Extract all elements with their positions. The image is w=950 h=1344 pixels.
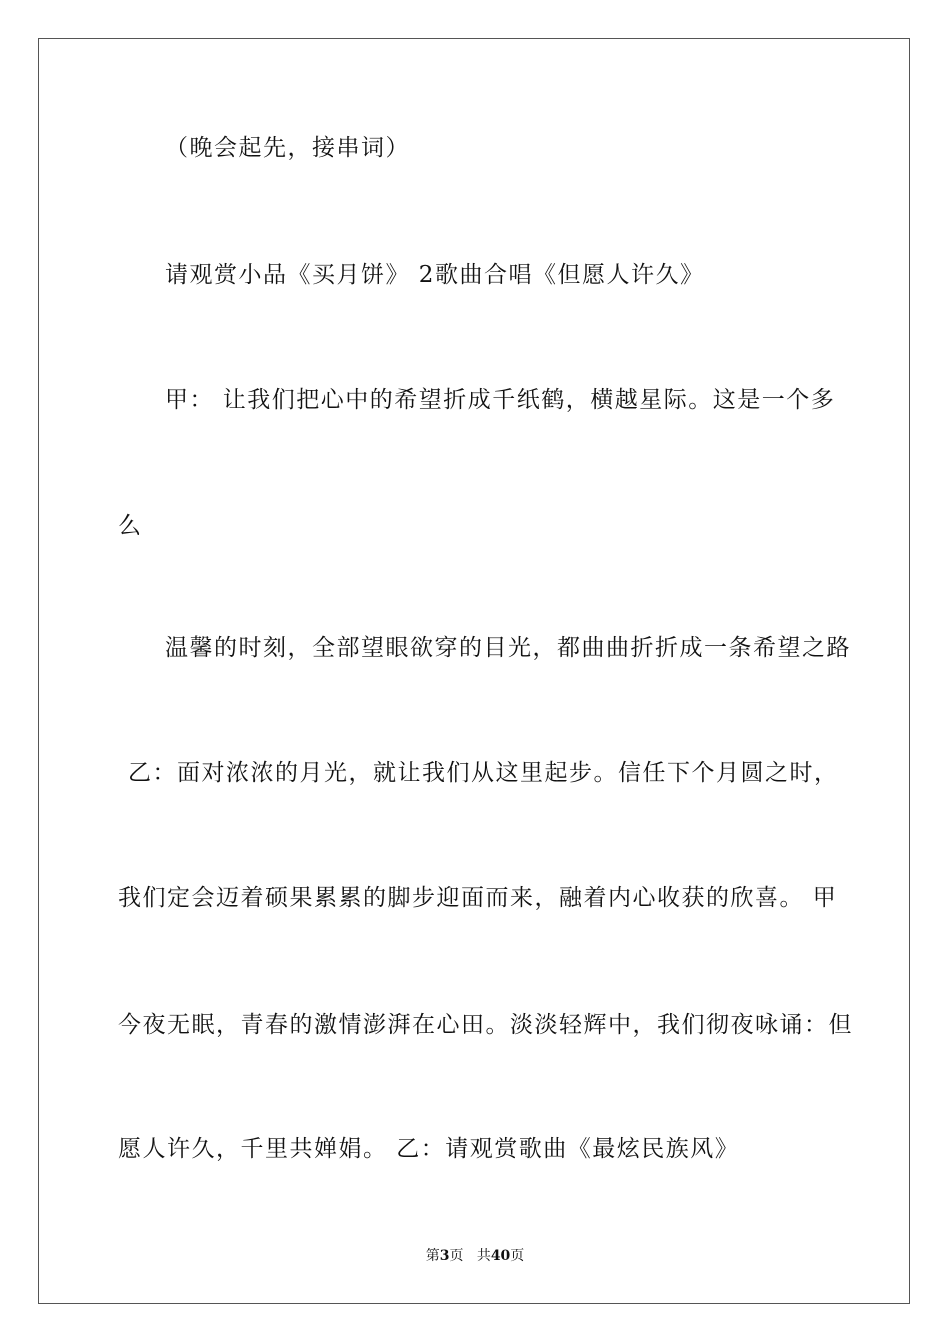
footer-total-pages: 40 <box>490 1248 511 1264</box>
footer-total-prefix: 共 <box>476 1248 491 1264</box>
text-line-4: 么 <box>118 513 143 539</box>
footer-page-suffix: 页 <box>449 1248 464 1264</box>
page-border <box>38 38 910 1304</box>
text-line-2: 请观赏小品《买月饼》 2歌曲合唱《但愿人许久》 <box>165 262 705 288</box>
footer-page-number: 3 <box>439 1248 450 1264</box>
footer-page-prefix: 第 <box>425 1248 440 1264</box>
footer-total-suffix: 页 <box>510 1248 525 1264</box>
text-line-5: 温馨的时刻，全部望眼欲穿的目光，都曲曲折折成一条希望之路 <box>165 635 851 661</box>
text-line-3: 甲： 让我们把心中的希望折成千纸鹤，横越星际。这是一个多 <box>165 387 836 413</box>
text-line-7: 我们定会迈着硕果累累的脚步迎面而来，融着内心收获的欣喜。 甲 <box>118 885 838 911</box>
text-line-8: 今夜无眠，青春的激情澎湃在心田。淡淡轻辉中，我们彻夜咏诵：但 <box>118 1012 853 1038</box>
text-line-1: （晚会起先，接串词） <box>165 135 410 161</box>
text-line-6: 乙：面对浓浓的月光，就让我们从这里起步。信任下个月圆之时， <box>128 760 839 786</box>
text-line-9: 愿人许久，千里共婵娟。 乙：请观赏歌曲《最炫民族风》 <box>118 1136 740 1162</box>
page-footer <box>0 1247 950 1265</box>
